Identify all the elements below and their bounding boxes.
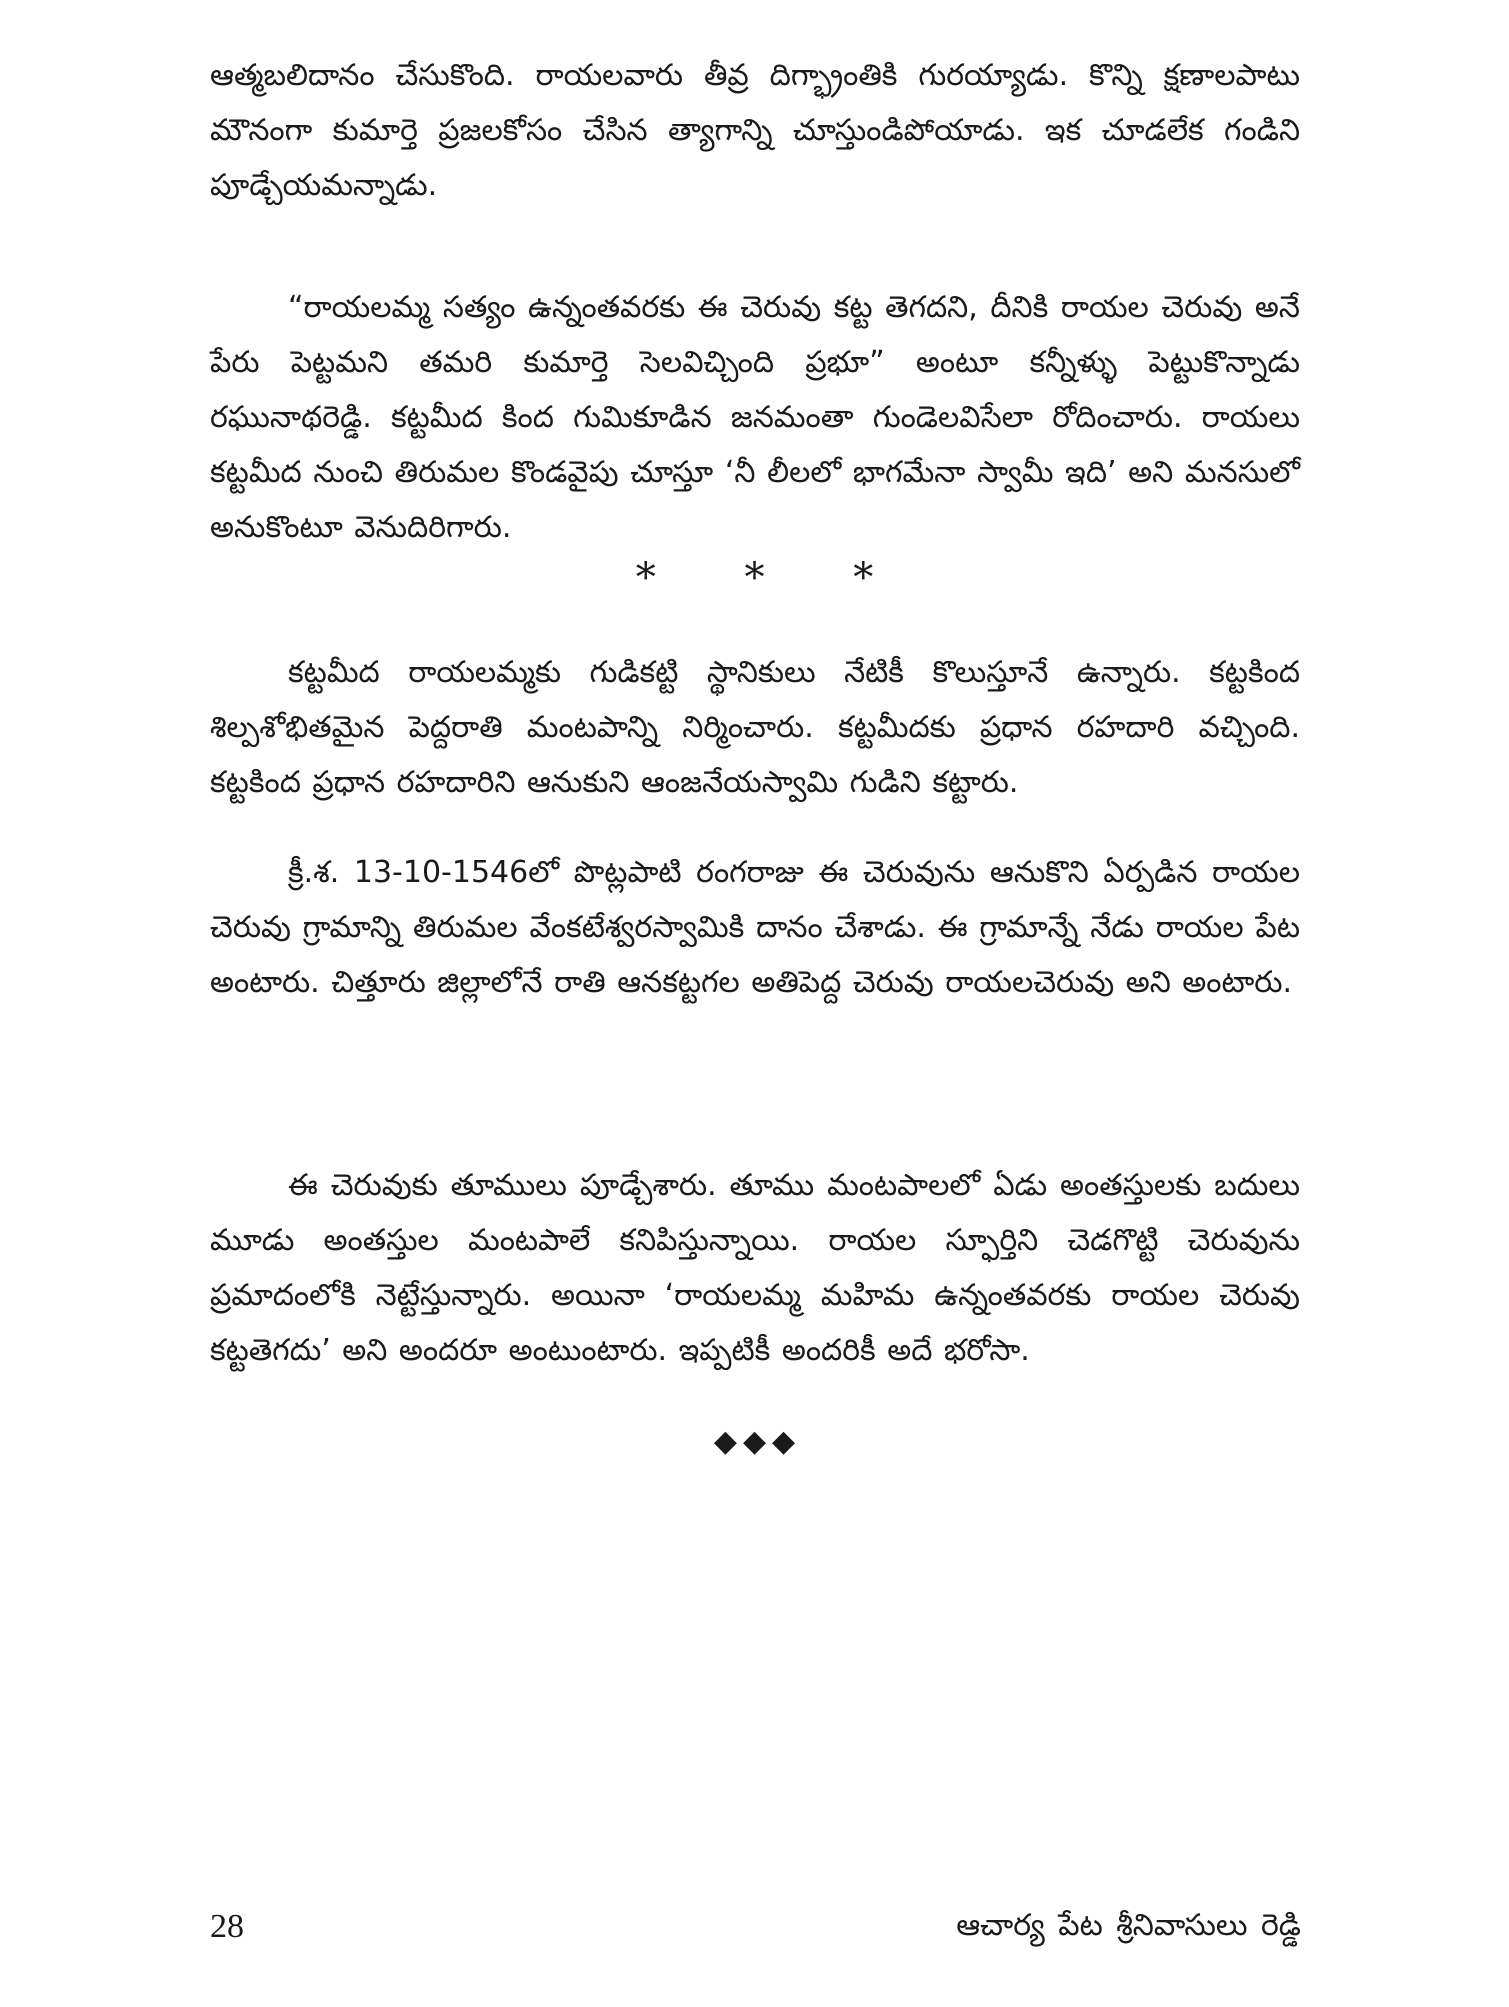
paragraph-5 (210, 1158, 1300, 1378)
end-of-chapter-diamonds: ◆◆◆ (713, 1424, 802, 1459)
paragraph-4-text: క్రీ.శ. 13-10-1546లో పొట్లపాటి రంగరాజు ఈ చెరువును ఆనుకొని ఏర్పడిన రాయల చెరువు గ్రామాన్ని తిరుమల వేంకటేశ్వరస్వామికి దానం చేశాడు. ఈ గ్రామాన్నే నేడు రాయల పేట అంటారు. చిత్తూరు జిల్లాలోనే రాతి ఆనకట్టగల అతిపెద్ద చెరువు రాయలచెరువు అని అంటారు. (210, 855, 1300, 1000)
paragraph-5-text: ఈ చెరువుకు తూములు పూడ్చేశారు. తూము మంటపాలలో ఏడు అంతస్తులకు బదులు మూడు అంతస్తుల మంటపాలే కనిపిస్తున్నాయి. రాయల స్ఫూర్తిని చెడగొట్టి చెరువును ప్రమాదంలోకి నెట్టేస్తున్నారు. అయినా ‘రాయలమ్మ మహిమ ఉన్నంతవరకు రాయల చెరువు కట్టతెగదు’ అని అందరూ అంటుంటారు. ఇప్పటికీ అందరికీ అదే భరోసా. (210, 1168, 1300, 1368)
paragraph-1 (210, 48, 1300, 213)
paragraph-3-text: కట్టమీద రాయలమ్మకు గుడికట్టి స్థానికులు నేటికీ కొలుస్తూనే ఉన్నారు. కట్టకింద శిల్పశోభితమైన పెద్దరాతి మంటపాన్ని నిర్మించారు. కట్టమీదకు ప్రధాన రహదారి వచ్చింది. కట్టకింద ప్రధాన రహదారిని ఆనుకుని ఆంజనేయస్వామి గుడిని కట్టారు. (210, 655, 1300, 800)
paragraph-2 (210, 280, 1300, 555)
paragraph-4 (210, 845, 1300, 1010)
paragraph-3 (210, 645, 1300, 810)
paragraph-1-text: ఆత్మబలిదానం చేసుకొంది. రాయలవారు తీవ్ర దిగ్భ్రాంతికి గురయ్యాడు. కొన్ని క్షణాలపాటు మౌనంగా కుమార్తె ప్రజలకోసం చేసిన త్యాగాన్ని చూస్తుండిపోయాడు. ఇక చూడలేక గండిని పూడ్చేయమన్నాడు. (210, 58, 1300, 203)
section-break-asterisks: * * * (635, 555, 912, 601)
author-footer: ఆచార్య పేట శ్రీనివాసులు రెడ్డి (956, 1908, 1301, 1943)
page-number: 28 (210, 1908, 244, 1945)
paragraph-2-text: “రాయలమ్మ సత్యం ఉన్నంతవరకు ఈ చెరువు కట్ట తెగదని, దీనికి రాయల చెరువు అనే పేరు పెట్టమని తమరి కుమార్తె సెలవిచ్చింది ప్రభూ” అంటూ కన్నీళ్ళు పెట్టుకొన్నాడు రఘునాథరెడ్డి. కట్టమీద కింద గుమికూడిన జనమంతా గుండెలవిసేలా రోదించారు. రాయలు కట్టమీద నుంచి తిరుమల కొండవైపు చూస్తూ ‘నీ లీలలో భాగమేనా స్వామీ ఇది’ అని మనసులో అనుకొంటూ వెనుదిరిగారు. (210, 290, 1300, 545)
